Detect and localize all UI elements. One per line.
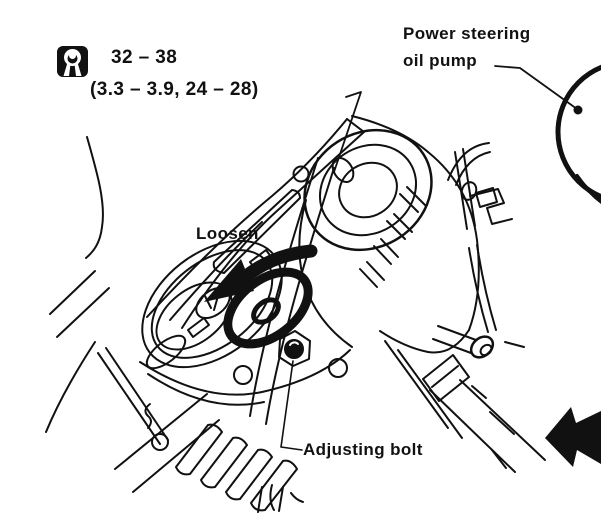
loosen-label: Loosen bbox=[196, 224, 259, 243]
bolt-head bbox=[152, 434, 168, 450]
bolt-head bbox=[234, 366, 252, 384]
torque-wrench-icon bbox=[57, 46, 88, 77]
leader-dot bbox=[575, 107, 582, 114]
bolt-head bbox=[329, 359, 347, 377]
power-steering-label-line2: oil pump bbox=[403, 51, 478, 70]
adjusting-bolt bbox=[279, 331, 310, 450]
callout-circle bbox=[495, 62, 601, 203]
power-steering-label-line1: Power steering bbox=[403, 24, 531, 43]
adjusting-bolt-leader-line bbox=[281, 361, 302, 450]
torque-value-alt-units: (3.3 – 3.9, 24 – 28) bbox=[90, 79, 259, 100]
torque-value-nm: 32 – 38 bbox=[111, 47, 178, 68]
adjusting-bolt-label: Adjusting bolt bbox=[303, 440, 423, 459]
direction-arrow-icon bbox=[545, 407, 601, 467]
